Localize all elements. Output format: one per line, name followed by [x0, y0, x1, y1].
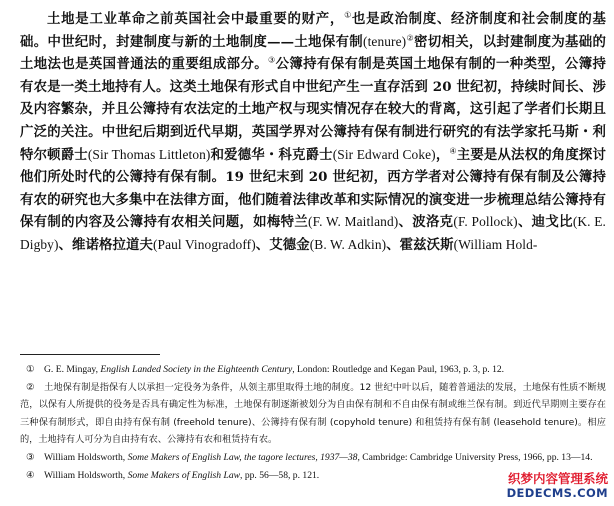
- text-segment: 密切相关，以封建制度为基础的土地法也是英国普通法的重要组成部分。: [20, 33, 606, 73]
- text-segment: 、维诺格拉道夫: [58, 236, 153, 253]
- footnote-number: ①: [26, 364, 35, 375]
- footnote-text: 土地保有制是指保有人以承担一定役务为条件，从领主那里取得土地的制度。12 世纪中叶以后，随着普通法的发展，土地保有性质不断规范，以保有人所提供的役务是否具有确定性为标准，土地保有制逐渐被划分为自由保有制和不自由保有制或维兰保有制。到近代早期则主要存在三种保有制形式，即自由持有保有制 (freehold tenure)、公簿持有保有制 (copyhold tenure) 和租赁持有保有制 (leasehold tenure)。相应的，土地持有人可分为自由持有农、公簿持有农和租赁持有农。: [20, 381, 606, 446]
- footnote-text: G. E. Mingay,: [44, 364, 101, 375]
- text-segment: 也是政治制度、经济制度和社会制度的基础。中世纪时，封建制度与新的土地制度——土地保有制: [20, 11, 606, 50]
- footnote-text: , Cambridge: Cambridge University Press, 1966, pp. 13—14.: [357, 451, 593, 463]
- footnote-title: English Landed Society in the Eighteenth Century: [100, 364, 293, 375]
- footnote-text: William Holdsworth,: [44, 469, 128, 481]
- footnote-text: , pp. 56—58, p. 121.: [240, 469, 320, 481]
- text-segment-latin: (K. E. Digby): [20, 214, 607, 252]
- footnote-divider: [20, 354, 160, 355]
- text-segment-latin: (Sir Thomas Littleton): [87, 146, 211, 162]
- text-segment: 和爱德华・科克爵士: [210, 146, 333, 163]
- footnote-ref-4[interactable]: ④: [449, 146, 457, 156]
- text-segment: 主要是从法权的角度探讨他们所处时代的公簿持有保有制。19 世纪末到 20 世纪初，西方学者对公簿持有保有制及公簿持有农的研究也大多集中在法律方面，他们随着法律改革和实际情况的演变进一步梳理总结公簿持有保有制的内容及公簿持有农相关问题，如梅特兰: [20, 146, 606, 231]
- footnote-text: , London: Routledge and Kegan Paul, 1963, p. 3, p. 12.: [292, 364, 505, 375]
- footnote-ref-2[interactable]: ②: [406, 33, 414, 43]
- text-segment-latin: (B. W. Adkin): [309, 236, 387, 252]
- footnote-number: ④: [26, 469, 35, 481]
- footnote-title: Some Makers of English Law: [127, 469, 241, 481]
- text-segment-latin: (Paul Vinogradoff): [152, 236, 256, 252]
- text-segment-latin: (Sir Edward Coke): [332, 146, 436, 162]
- footnote-title: Some Makers of English Law, the tagore lectures, 1937—38: [127, 451, 358, 463]
- body-paragraph: [20, 8, 606, 257]
- footnote-2: [20, 379, 606, 449]
- text-segment-latin: (F. W. Maitland): [308, 214, 399, 230]
- footnote-number: ③: [26, 451, 35, 463]
- watermark-line-2: DEDECMS.COM: [506, 486, 608, 500]
- text-segment: 土地是工业革命之前英国社会中最重要的财产，: [47, 11, 345, 27]
- text-segment: 公簿持有保有制是英国土地保有制的一种类型，公簿持有农是一类土地持有人。这类土地保有形式自中世纪产生一直存活到 20 世纪初，持续时间长、涉及内容繁杂，并且公簿持有农法定的土地产权与现实情况存在较大的背离，这引起了学者们长期且广泛的关注。中世纪后期到近代早期，英国学界对公簿持有保有制进行研究的有法学家托马斯・利特尔顿爵士: [20, 56, 606, 163]
- footnote-3: [20, 449, 606, 467]
- text-segment: 、艾德金: [255, 236, 310, 253]
- text-segment-latin: (F. Pollock): [453, 214, 518, 230]
- text-segment: 、波洛克: [398, 214, 454, 231]
- footnote-number: ②: [26, 381, 35, 393]
- footnotes-section: [20, 361, 606, 484]
- watermark-line-1: 织梦内容管理系统: [507, 471, 608, 486]
- footnote-1: [20, 361, 606, 379]
- footnote-ref-1[interactable]: ①: [344, 10, 353, 20]
- text-segment: 、霍兹沃斯: [386, 236, 454, 253]
- watermark-logo: [507, 471, 608, 501]
- text-segment-latin: (tenure): [363, 33, 407, 49]
- text-segment: 、迪戈比: [517, 214, 573, 231]
- text-segment-latin: (William Hold-: [453, 236, 538, 252]
- footnote-text: William Holdsworth,: [44, 451, 128, 463]
- footnote-ref-3[interactable]: ③: [268, 55, 276, 65]
- text-segment: ，: [435, 146, 450, 163]
